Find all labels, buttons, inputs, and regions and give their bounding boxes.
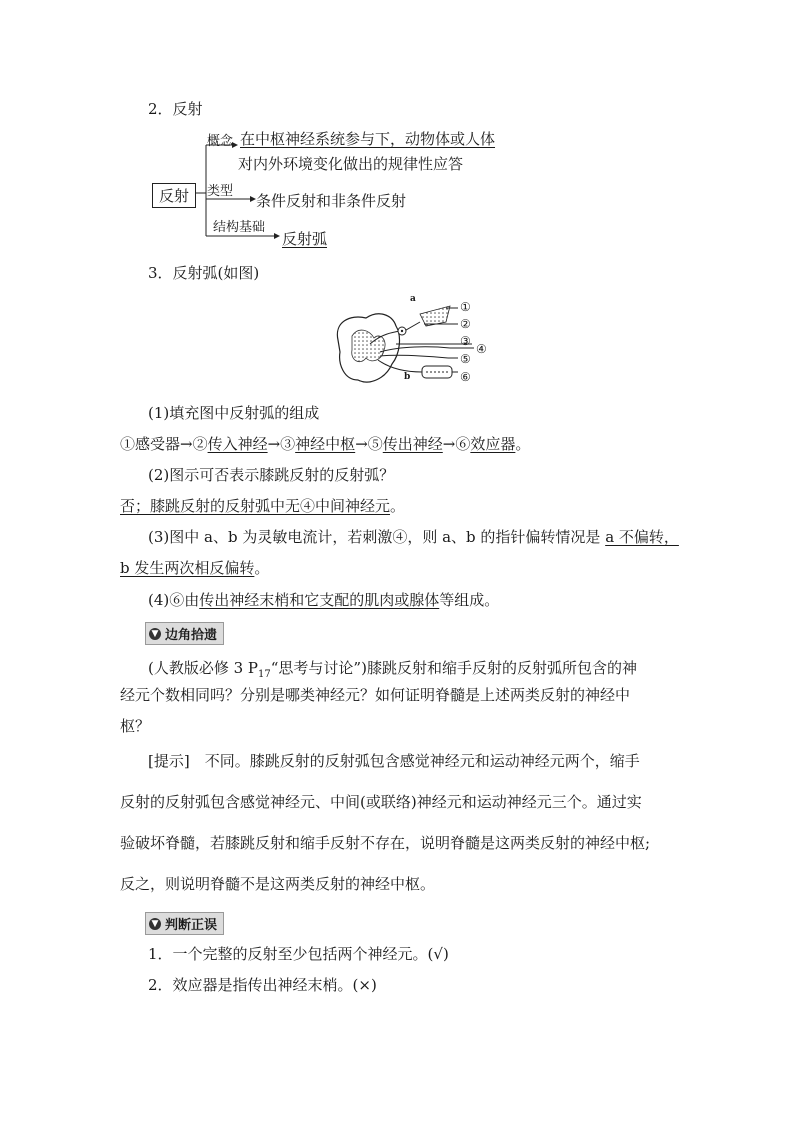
reflex-arc-figure [330, 292, 500, 392]
judge-item-1: 1．一个完整的反射至少包括两个神经元。(√) [148, 945, 449, 963]
answer-1-text: 。 [515, 435, 531, 453]
answer-2-end: 。 [390, 497, 406, 515]
answer-2 [120, 495, 405, 516]
chevron-down-icon: ▼ [149, 628, 161, 640]
hint-line-2: 反射的反射弧包含感觉神经元、中间(或联络)神经元和运动神经元三个。通过实 [120, 793, 642, 811]
answer-1-center: 神经中枢 [295, 435, 356, 453]
hint-line-4: 反之，则说明脊髓不是这两类反射的神经中枢。 [120, 875, 436, 893]
figure-label-b: b [404, 372, 411, 382]
section-tag-extra [145, 622, 224, 645]
question-3 [148, 526, 679, 547]
extra-line-2: 经元个数相同吗？分别是哪类神经元？如何证明脊髓是上述两类反射的神经中 [120, 686, 631, 704]
figure-label-5: ⑤ [460, 352, 471, 366]
answer-1-effector: 效应器 [470, 435, 516, 453]
question-3-text: (3)图中 a、b 为灵敏电流计，若刺激④，则 a、b 的指针偏转情况是 [148, 528, 606, 546]
section-heading-reflex-arc: 3．反射弧(如图) [148, 264, 260, 282]
question-2: (2)图示可否表示膝跳反射的反射弧？ [148, 466, 395, 484]
figure-label-1: ① [460, 300, 471, 314]
question-1: (1)填充图中反射弧的组成 [148, 404, 320, 422]
branch-basis-label: 结构基础 [213, 220, 266, 235]
answer-1-text: →⑤ [355, 435, 383, 453]
figure-label-4: ④ [476, 342, 487, 356]
question-4-text: (4)⑥由 [148, 591, 200, 609]
branch-concept-line2: 对内外环境变化做出的规律性应答 [238, 155, 464, 173]
branch-type-text: 条件反射和非条件反射 [256, 192, 407, 210]
extra-line-1-post: “思考与讨论”)膝跳反射和缩手反射的反射弧所包含的神 [270, 659, 637, 677]
reflex-box: 反射 [152, 183, 196, 208]
hint-line-3: 验破坏脊髓，若膝跳反射和缩手反射不存在，说明脊髓是这两类反射的神经中枢; [120, 834, 651, 852]
question-4 [148, 589, 499, 610]
hint-line-1: [提示] 不同。膝跳反射的反射弧包含感觉神经元和运动神经元两个，缩手 [148, 752, 640, 770]
question-4-end: 等组成。 [439, 591, 500, 609]
reflex-arc-drawing [330, 292, 500, 392]
branch-basis-text: 反射弧 [282, 230, 328, 248]
branch-concept-label: 概念 [207, 134, 234, 149]
question-3-continued [120, 557, 269, 578]
question-3-answer-a: a 不偏转， [605, 528, 679, 546]
figure-label-a: a [410, 294, 416, 304]
section-tag-judge-label: 判断正误 [165, 918, 218, 933]
answer-1-text: →⑥ [442, 435, 471, 453]
extra-line-1-pre: (人教版必修 3 P [148, 659, 259, 677]
extra-line-3: 枢？ [120, 717, 151, 735]
judge-item-2: 2．效应器是指传出神经末梢。(×) [148, 976, 377, 994]
figure-label-6: ⑥ [460, 370, 471, 384]
section-heading-reflex: 2．反射 [148, 100, 203, 118]
chevron-down-icon: ▼ [149, 918, 161, 930]
answer-2-underlined: 否；膝跳反射的反射弧中无④中间神经元 [120, 497, 391, 515]
question-3-answer-b: b 发生两次相反偏转 [120, 559, 255, 577]
answer-1 [120, 433, 530, 454]
figure-label-3: ③ [460, 334, 471, 348]
answer-1-afferent: 传入神经 [207, 435, 268, 453]
branch-concept-line1: 在中枢神经系统参与下，动物体或人体 [240, 130, 496, 148]
answer-1-text: →③ [267, 435, 296, 453]
branch-type-label: 类型 [207, 184, 234, 199]
section-tag-extra-label: 边角拾遗 [165, 628, 218, 643]
extra-line-1-sub: 17 [258, 669, 271, 680]
answer-1-efferent: 传出神经 [382, 435, 443, 453]
section-tag-judge [145, 912, 224, 935]
question-3-end: 。 [254, 559, 270, 577]
answer-1-text: ①感受器→② [120, 435, 208, 453]
question-4-answer: 传出神经末梢和它支配的肌肉或腺体 [199, 591, 440, 609]
figure-label-2: ② [460, 317, 471, 331]
